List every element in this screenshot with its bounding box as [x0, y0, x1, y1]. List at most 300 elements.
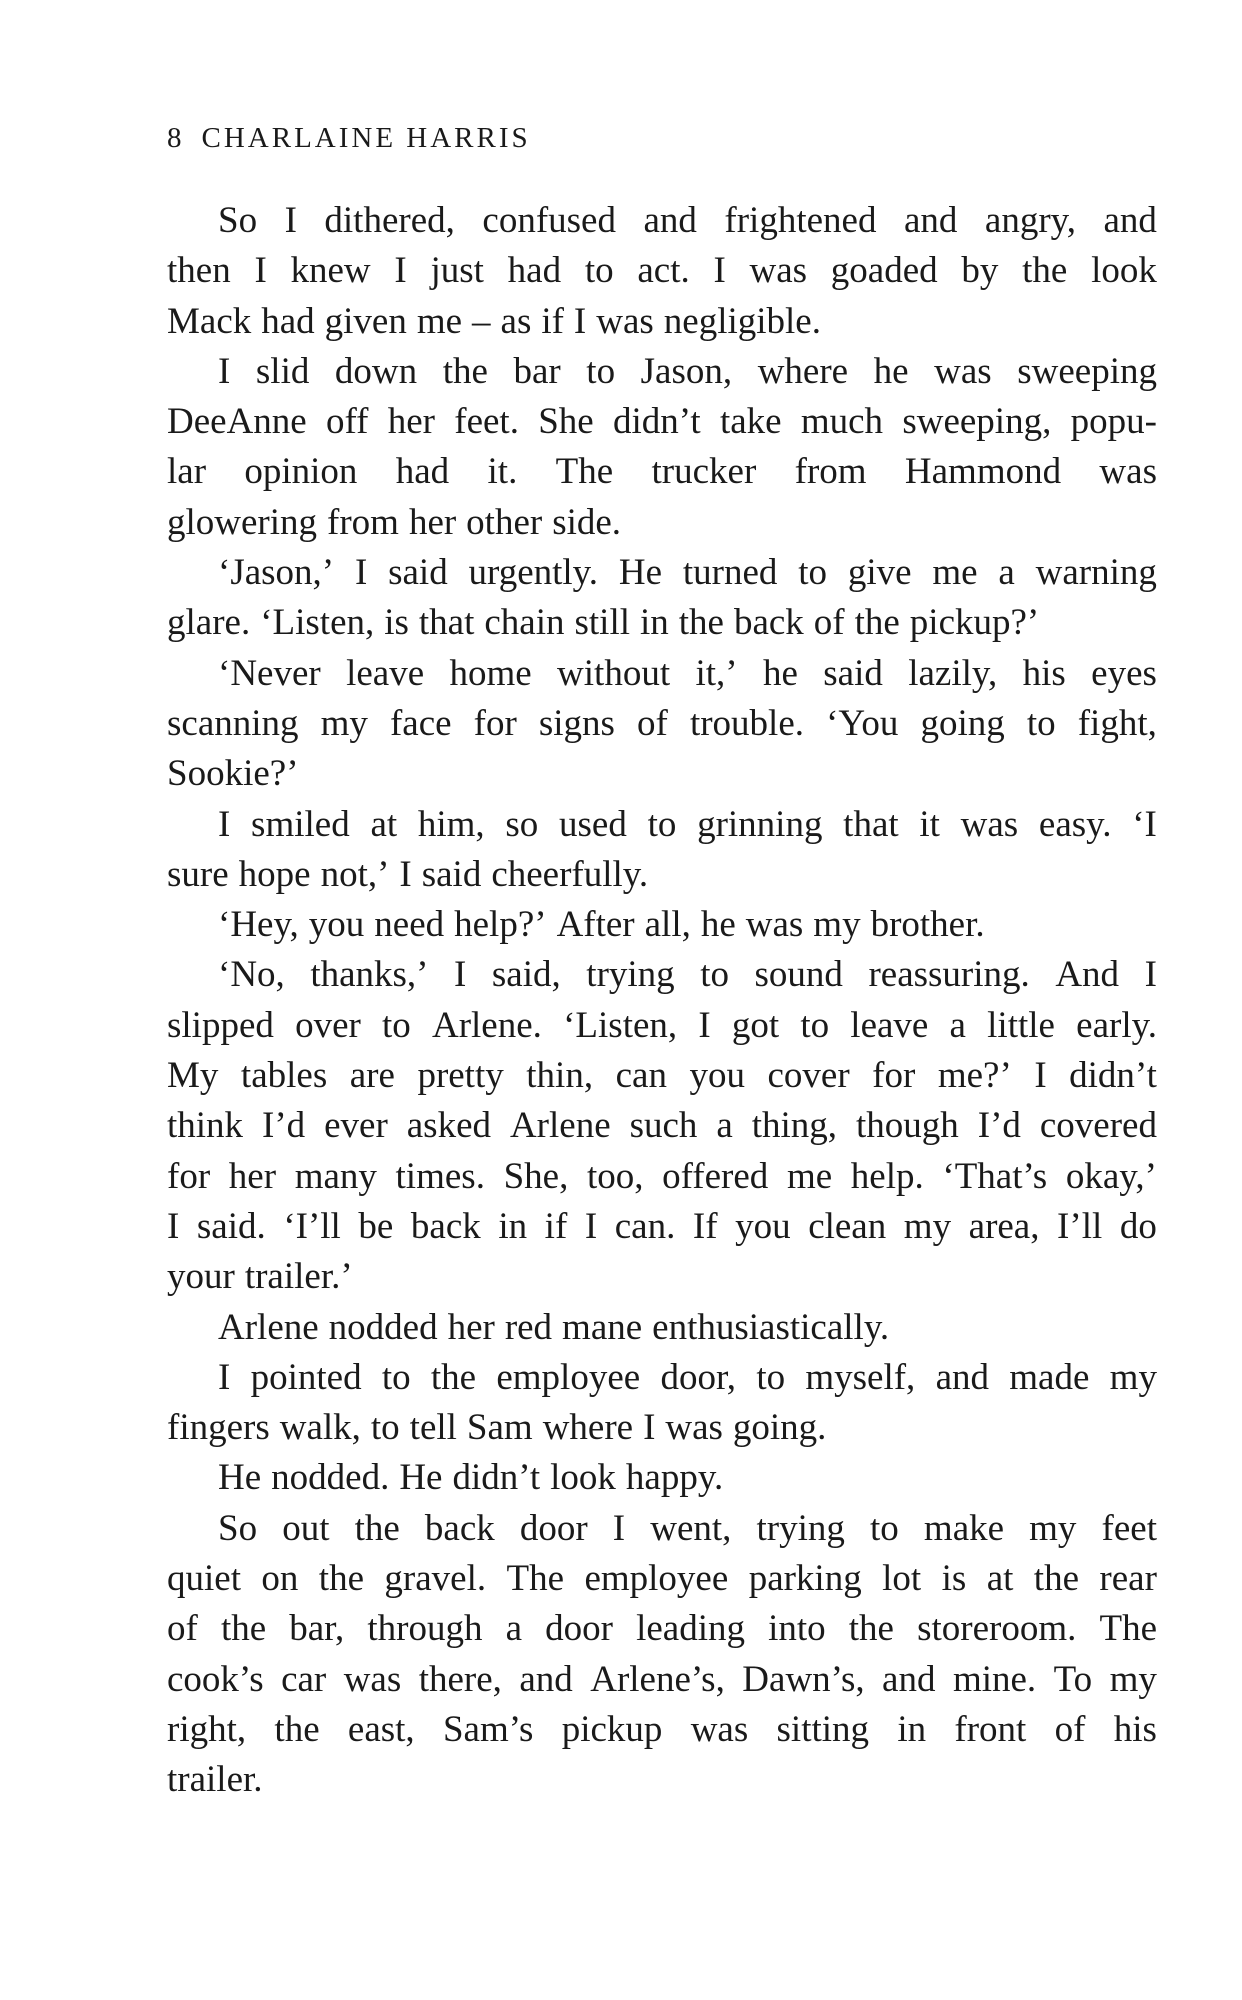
word: said.: [196, 1205, 266, 1247]
word: home: [449, 652, 532, 694]
word: and: [903, 200, 958, 241]
word: me: [786, 1155, 833, 1197]
text-line: [167, 598, 1157, 648]
text-line: [167, 1453, 1157, 1503]
word: down: [334, 350, 418, 392]
word: warning: [1035, 552, 1157, 594]
word: such: [629, 1105, 698, 1147]
word: for: [167, 1155, 211, 1197]
word: help.: [850, 1155, 924, 1197]
word: you: [308, 904, 365, 946]
word: side.: [552, 501, 622, 543]
word: I: [354, 552, 368, 594]
text-line: [167, 1353, 1157, 1403]
word: in: [897, 1708, 927, 1750]
word: thanks,’: [310, 954, 429, 996]
word: ‘You: [826, 702, 899, 744]
word: was: [690, 1708, 749, 1750]
word: said: [823, 652, 883, 694]
word: though: [856, 1105, 959, 1147]
word: fingers: [167, 1407, 270, 1449]
word: a: [716, 1105, 733, 1147]
word: take: [719, 401, 782, 443]
word: ‘Never: [218, 652, 321, 694]
word: lar: [167, 451, 207, 493]
word: Arlene: [509, 1105, 611, 1147]
word: asked: [406, 1105, 491, 1147]
word: was: [665, 1407, 723, 1449]
word: was: [745, 904, 804, 946]
word: got: [731, 1004, 780, 1046]
word: happy.: [625, 1457, 724, 1499]
word: back: [424, 1507, 495, 1549]
word: over: [295, 1004, 361, 1046]
word: of: [637, 702, 668, 744]
word: To: [1053, 1658, 1093, 1700]
word: The: [506, 1558, 565, 1600]
word: hope: [238, 853, 311, 895]
word: by: [961, 250, 999, 292]
word: employee: [496, 1356, 641, 1398]
word: nodded: [328, 1306, 438, 1348]
word: leave: [346, 652, 425, 694]
word: scanning: [167, 702, 299, 744]
word: pickup?’: [909, 602, 1040, 644]
word: my: [903, 1205, 952, 1247]
word: going: [920, 702, 1005, 744]
word: if: [541, 300, 564, 342]
word: ‘Jason,’: [218, 552, 335, 594]
word: the: [220, 1608, 267, 1650]
word: I: [167, 1205, 180, 1247]
word: door: [545, 1608, 613, 1650]
word: my: [1109, 1356, 1157, 1398]
word: –: [472, 300, 491, 342]
word: goaded: [830, 250, 938, 292]
word: from: [327, 501, 399, 543]
word: to: [586, 350, 616, 392]
word: act.: [637, 250, 690, 292]
word: thing,: [751, 1105, 838, 1147]
word: trying: [756, 1507, 845, 1549]
word: was: [596, 300, 654, 342]
word: cook’s: [167, 1658, 264, 1700]
word: her: [228, 1155, 277, 1197]
word: in: [640, 602, 669, 644]
word: easy.: [1038, 803, 1112, 845]
text-line: [167, 1504, 1157, 1554]
word: the: [1033, 1558, 1079, 1600]
word: in: [498, 1205, 528, 1247]
word: a: [998, 552, 1015, 594]
word: from: [794, 451, 867, 493]
word: She,: [503, 1155, 569, 1197]
word: leading: [636, 1608, 745, 1650]
word: help?’: [454, 904, 547, 946]
word: sure: [167, 853, 229, 895]
word: was: [749, 250, 808, 292]
word: had: [395, 451, 450, 493]
word: I: [454, 954, 467, 996]
word: is: [941, 1558, 967, 1600]
word: you: [689, 1055, 745, 1097]
word: pretty: [417, 1055, 504, 1097]
word: his: [1113, 1708, 1157, 1750]
word: going.: [732, 1407, 827, 1449]
text-line: [167, 1303, 1157, 1353]
word: She: [538, 401, 594, 443]
word: I’ll: [1057, 1205, 1103, 1247]
word: knew: [290, 250, 371, 292]
word: without: [557, 652, 671, 694]
word: bar,: [289, 1608, 345, 1650]
word: tell: [409, 1407, 457, 1449]
word: my: [813, 904, 861, 946]
word: can.: [614, 1205, 676, 1247]
text-line: [167, 1403, 1157, 1453]
text-line: [167, 1554, 1157, 1604]
word: I: [1144, 954, 1157, 996]
word: leave: [850, 1004, 929, 1046]
word: not,’: [320, 853, 390, 895]
word: me: [416, 300, 463, 342]
text-line: [167, 800, 1157, 850]
word: back: [410, 1205, 481, 1247]
word: was: [960, 803, 1019, 845]
word: didn’t: [452, 1457, 541, 1499]
word: So: [218, 200, 258, 241]
word: are: [349, 1055, 395, 1097]
word: and: [519, 1658, 573, 1700]
word: ‘No,: [218, 954, 285, 996]
word: be: [358, 1205, 394, 1247]
word: sweeping,: [902, 401, 1052, 443]
word: to: [647, 803, 677, 845]
word: back: [733, 602, 804, 644]
word: is: [384, 602, 409, 644]
word: sitting: [776, 1708, 870, 1750]
word: at: [986, 1558, 1014, 1600]
text-line: [167, 649, 1157, 699]
word: to: [870, 1507, 899, 1549]
body-text: [167, 196, 1157, 1806]
word: grinning: [697, 803, 823, 845]
word: Arlene.: [431, 1004, 542, 1046]
word: and: [643, 200, 697, 241]
word: out: [282, 1507, 330, 1549]
word: to: [800, 1004, 830, 1046]
word: pickup: [561, 1708, 663, 1750]
word: to: [382, 1004, 411, 1046]
word: confused: [482, 200, 616, 241]
text-line: [167, 850, 1157, 900]
word: eyes: [1091, 652, 1157, 694]
word: trying: [586, 954, 675, 996]
word: for: [872, 1055, 916, 1097]
word: the: [430, 1356, 477, 1398]
word: the: [854, 602, 900, 644]
word: me?’: [937, 1055, 1012, 1097]
word: was: [343, 1658, 402, 1700]
word: dithered,: [324, 200, 455, 241]
text-line: [167, 1655, 1157, 1705]
word: bar: [513, 350, 561, 392]
text-line: [167, 1705, 1157, 1755]
word: that: [843, 803, 899, 845]
word: pointed: [250, 1356, 362, 1398]
word: Arlene’s,: [590, 1658, 725, 1700]
word: tables: [240, 1055, 328, 1097]
word: The: [1099, 1608, 1157, 1650]
word: turned: [682, 552, 778, 594]
word: and: [935, 1356, 990, 1398]
word: your: [167, 1256, 235, 1298]
word: of: [1054, 1708, 1086, 1750]
word: to: [381, 1356, 411, 1398]
word: the: [274, 1708, 320, 1750]
word: ever: [324, 1105, 388, 1147]
word: was: [934, 350, 992, 392]
word: trailer.’: [244, 1256, 353, 1298]
word: said: [388, 552, 448, 594]
word: I: [713, 250, 726, 292]
text-line: [167, 548, 1157, 598]
word: nodded.: [271, 1457, 390, 1499]
word: him,: [417, 803, 485, 845]
word: times.: [395, 1155, 485, 1197]
word: smiled: [251, 803, 350, 845]
word: into: [768, 1608, 826, 1650]
word: off: [325, 401, 369, 443]
word: then: [167, 250, 231, 292]
word: the: [1022, 250, 1068, 292]
word: urgently.: [468, 552, 599, 594]
word: at: [370, 803, 398, 845]
word: glare.: [167, 602, 251, 644]
word: to: [370, 1407, 400, 1449]
word: early.: [1076, 1004, 1157, 1046]
word: slid: [255, 350, 310, 392]
word: to: [798, 552, 827, 594]
word: was: [1099, 451, 1157, 493]
page-number: 8: [167, 122, 182, 154]
word: Jason,: [640, 350, 733, 392]
word: said: [421, 853, 482, 895]
word: cheerfully.: [491, 853, 649, 895]
word: her: [387, 401, 435, 443]
word: didn’t: [612, 401, 701, 443]
word: a: [505, 1608, 523, 1650]
word: said,: [491, 954, 561, 996]
word: I: [584, 1205, 598, 1247]
running-head: [167, 118, 531, 158]
word: the: [848, 1608, 894, 1650]
word: to: [584, 250, 614, 292]
word: he: [700, 904, 736, 946]
word: and: [882, 1658, 936, 1700]
word: lazily,: [908, 652, 998, 694]
word: thin,: [526, 1055, 594, 1097]
text-line: [167, 1202, 1157, 1252]
word: If: [692, 1205, 718, 1247]
word: He: [618, 552, 663, 594]
word: given: [324, 300, 407, 342]
word: so: [505, 803, 539, 845]
word: chain: [484, 602, 565, 644]
text-line: [167, 1001, 1157, 1051]
text-line: [167, 1755, 1157, 1805]
word: signs: [538, 702, 615, 744]
word: I: [218, 1356, 231, 1398]
word: trucker: [651, 451, 757, 493]
word: he: [762, 652, 798, 694]
word: I: [394, 250, 407, 292]
word: ‘Listen,: [563, 1004, 678, 1046]
word: need: [374, 904, 445, 946]
word: the: [442, 350, 488, 392]
text-line: [167, 1101, 1157, 1151]
word: make: [923, 1507, 1005, 1549]
word: parking: [748, 1558, 862, 1600]
word: Mack: [167, 300, 252, 342]
word: So: [218, 1507, 258, 1549]
word: I’d: [262, 1105, 306, 1147]
word: I: [1034, 1055, 1047, 1097]
word: his: [1022, 652, 1066, 694]
word: look: [550, 1457, 616, 1499]
word: quiet: [167, 1558, 241, 1600]
word: the: [678, 602, 724, 644]
word: it: [919, 803, 940, 845]
text-line: [167, 297, 1157, 347]
word: DeeAnne: [167, 401, 307, 443]
word: I: [218, 350, 231, 392]
word: on: [261, 1558, 299, 1600]
word: trouble.: [689, 702, 804, 744]
word: look: [1091, 250, 1157, 292]
word: mane: [562, 1306, 643, 1348]
word: my: [1029, 1507, 1077, 1549]
word: do: [1119, 1205, 1157, 1247]
word: through: [367, 1608, 483, 1650]
word: of: [167, 1608, 198, 1650]
word: I: [284, 200, 297, 241]
word: you: [735, 1205, 791, 1247]
word: He: [218, 1457, 262, 1499]
word: red: [504, 1306, 553, 1348]
word: front: [954, 1708, 1027, 1750]
text-line: [167, 749, 1157, 799]
word: I: [218, 803, 231, 845]
word: me: [932, 552, 978, 594]
word: I: [612, 1507, 626, 1549]
word: employee: [584, 1558, 729, 1600]
word: feet.: [454, 401, 519, 443]
word: I’d: [977, 1105, 1021, 1147]
word: enthusiastically.: [652, 1306, 890, 1348]
word: My: [167, 1055, 219, 1097]
text-line: [167, 246, 1157, 296]
word: sweeping: [1017, 350, 1157, 392]
word: had: [261, 300, 315, 342]
word: I: [254, 250, 267, 292]
author-name: CHARLAINE HARRIS: [201, 122, 531, 154]
word: that: [418, 602, 475, 644]
word: door: [519, 1507, 588, 1549]
word: He: [399, 1457, 443, 1499]
word: ‘I’ll: [283, 1205, 341, 1247]
word: had: [507, 250, 562, 292]
word: walk,: [279, 1407, 361, 1449]
word: to: [700, 954, 729, 996]
word: much: [800, 401, 884, 443]
word: I: [399, 853, 412, 895]
word: a: [949, 1004, 966, 1046]
word: lot: [882, 1558, 922, 1600]
word: too,: [586, 1155, 644, 1197]
word: covered: [1039, 1105, 1157, 1147]
word: to: [756, 1356, 786, 1398]
word: frightened: [724, 200, 877, 241]
text-line: [167, 1152, 1157, 1202]
word: The: [555, 451, 614, 493]
word: okay,’: [1065, 1155, 1157, 1197]
word: if: [544, 1205, 568, 1247]
word: myself,: [805, 1356, 916, 1398]
word: I: [643, 1407, 656, 1449]
word: gravel.: [384, 1558, 487, 1600]
word: feet: [1101, 1507, 1157, 1549]
word: popu-: [1070, 401, 1157, 443]
word: the: [318, 1558, 364, 1600]
word: ‘That’s: [942, 1155, 1048, 1197]
word: storeroom.: [917, 1608, 1077, 1650]
word: I: [698, 1004, 711, 1046]
word: give: [847, 552, 912, 594]
word: fight,: [1077, 702, 1157, 744]
text-line: [167, 397, 1157, 447]
text-line: [167, 1051, 1157, 1101]
word: it,’: [695, 652, 738, 694]
word: the: [354, 1507, 400, 1549]
word: right,: [167, 1708, 247, 1750]
word: for: [473, 702, 517, 744]
word: other: [466, 501, 543, 543]
word: where: [542, 1407, 634, 1449]
word: area,: [968, 1205, 1040, 1247]
word: can: [615, 1055, 667, 1097]
word: reassuring.: [868, 954, 1030, 996]
word: ‘Listen,: [260, 602, 375, 644]
word: After: [556, 904, 635, 946]
word: her: [447, 1306, 495, 1348]
word: her: [408, 501, 457, 543]
word: Dawn’s,: [742, 1658, 865, 1700]
word: trailer.: [167, 1759, 263, 1801]
word: sound: [754, 954, 843, 996]
word: many: [294, 1155, 377, 1197]
word: mine.: [952, 1658, 1037, 1700]
text-line: [167, 196, 1157, 246]
word: Sam’s: [442, 1708, 534, 1750]
word: just: [430, 250, 484, 292]
word: as: [500, 300, 532, 342]
word: ‘Hey,: [218, 904, 299, 946]
word: of: [813, 602, 845, 644]
word: face: [389, 702, 452, 744]
text-line: [167, 447, 1157, 497]
word: Hammond: [904, 451, 1062, 493]
